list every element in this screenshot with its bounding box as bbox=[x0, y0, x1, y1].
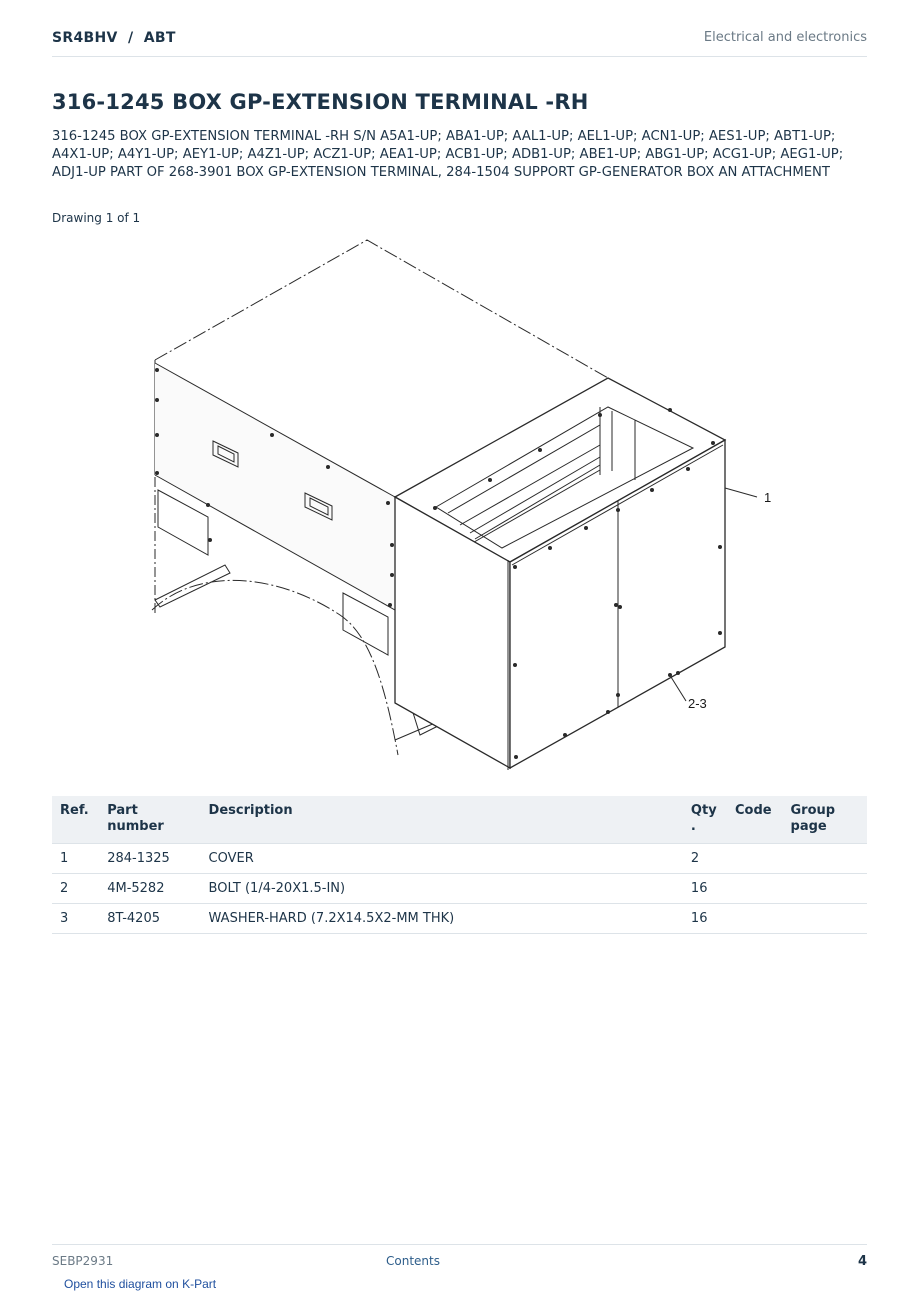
cell-ref: 2 bbox=[52, 874, 99, 904]
column-header-group-page: Group page bbox=[783, 796, 867, 844]
cell-part-number: 4M-5282 bbox=[99, 874, 200, 904]
page-subtitle: 316-1245 BOX GP-EXTENSION TERMINAL -RH S/N A5A1-UP; ABA1-UP; AAL1-UP; AEL1-UP; ACN1-UP; AES1-UP; ABT1-UP; A4X1-UP; A4Y1-UP; AEY1-UP; A4Z1-UP; ACZ1-UP; AEA1-UP; ACB1-UP; ADB1-UP; ABE1-UP; ABG1-UP; ACG1-UP; AEG1-UP; ADJ1-UP PART OF 268-3901 BOX GP-EXTENSION TERMINAL, 284-1504 SUPPORT GP-GENERATOR BOX AN ATTACHMENT bbox=[52, 129, 844, 180]
page-number: 4 bbox=[857, 1254, 867, 1269]
column-header-part-number: Part number bbox=[99, 796, 200, 844]
cell-ref: 1 bbox=[52, 844, 99, 874]
cell-description: BOLT (1/4-20X1.5-IN) bbox=[201, 874, 683, 904]
rear-top-outline bbox=[155, 240, 608, 378]
table-row bbox=[52, 904, 867, 934]
cell-description: COVER bbox=[201, 844, 683, 874]
column-header-ref: Ref. bbox=[52, 796, 99, 844]
callout-label: 1 bbox=[764, 490, 772, 505]
bracket-arc bbox=[152, 580, 398, 755]
document-number: SEBP2931 bbox=[52, 1254, 114, 1268]
cell-qty: 2 bbox=[683, 844, 727, 874]
section-title: Electrical and electronics bbox=[703, 30, 867, 45]
cell-group-page bbox=[783, 874, 867, 904]
page-title: 316-1245 BOX GP-EXTENSION TERMINAL -RH bbox=[52, 90, 589, 114]
contents-link[interactable]: Contents bbox=[386, 1254, 440, 1268]
cell-group-page bbox=[783, 904, 867, 934]
cell-code bbox=[727, 904, 783, 934]
cell-description: WASHER-HARD (7.2X14.5X2-MM THK) bbox=[201, 904, 683, 934]
callout-label: 2-3 bbox=[688, 696, 707, 711]
table-row bbox=[52, 844, 867, 874]
column-header-description: Description bbox=[201, 796, 683, 844]
cell-part-number: 8T-4205 bbox=[99, 904, 200, 934]
cell-code bbox=[727, 844, 783, 874]
drawing-label: Drawing 1 of 1 bbox=[52, 211, 141, 225]
parts-diagram-svg bbox=[130, 235, 790, 780]
column-header-code: Code bbox=[727, 796, 783, 844]
column-header-qty: Qty . bbox=[683, 796, 727, 844]
parts-diagram bbox=[130, 235, 790, 780]
breadcrumb: SR4BHV / ABT bbox=[52, 30, 176, 46]
open-in-kpart-link[interactable]: Open this diagram on K-Part bbox=[64, 1277, 217, 1291]
cell-qty: 16 bbox=[683, 904, 727, 934]
page-footer bbox=[52, 1244, 867, 1275]
cell-qty: 16 bbox=[683, 874, 727, 904]
cell-ref: 3 bbox=[52, 904, 99, 934]
page-header bbox=[52, 28, 867, 57]
table-header-row bbox=[52, 796, 867, 844]
parts-table bbox=[52, 796, 867, 934]
cell-part-number: 284-1325 bbox=[99, 844, 200, 874]
cell-group-page bbox=[783, 844, 867, 874]
table-row bbox=[52, 874, 867, 904]
rear-side-panel bbox=[155, 363, 395, 610]
cell-code bbox=[727, 874, 783, 904]
